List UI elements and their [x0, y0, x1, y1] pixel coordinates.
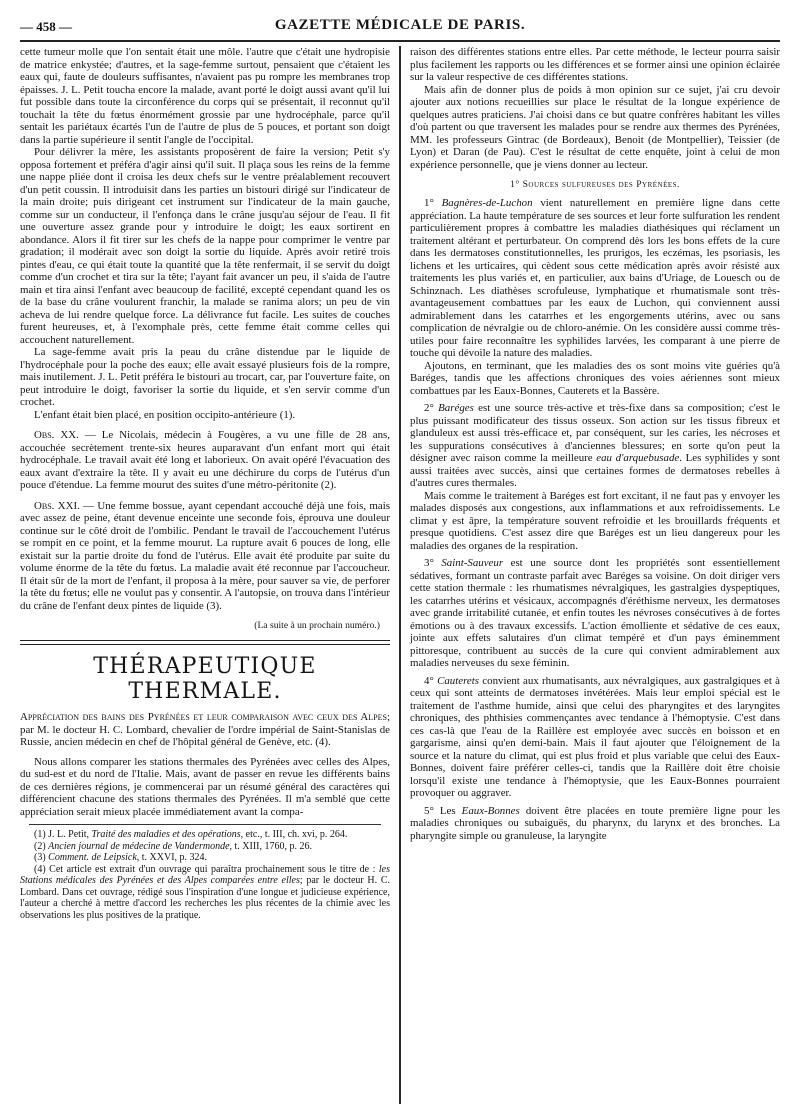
paragraph: cette tumeur molle que l'on sentait était une môle. l'autre que c'était une hydropisie de matrice enkystée; d'autres, et la sage-femme surtout, pensaient que c'étaient les eaux qui, faute de douleurs suffisantes, n'avaient pas pu rompre les membranes trop épaisses. J. L. Petit toucha encore la malade, avant porté le doigt aussi avant qu'il lui fut possible dans toute la circonférence du corps qui se présentait, il reconnut qu'il touchait la tête du fœtus énormément grossie par une hydrocéphale, parce qu'il sentait les pariétaux écartés l'un de l'autre de plus de 5 pouces, et portant son doigt dans la partie supérieure il sentit l'angle de l'occipital.	[20, 46, 390, 146]
running-title: GAZETTE MÉDICALE DE PARIS.	[274, 17, 526, 33]
paragraph: Mais comme le traitement à Baréges est fort excitant, il ne faut pas y envoyer les malades disposés aux congestions, aux inflammations et aux refroidissements. Le climat y est âpre, la température souvent refroidie et les brouillards fréquents et presque quotidiens. C'est assez dire que Baréges est un lieu dangereux pour les maladies des organes de la respiration.	[410, 489, 780, 552]
observation-text: — Une femme bossue, ayant cependant accouché déjà une fois, mais avec assez de peine, étant devenue enceinte une seconde fois, éprouva une douleur continue sur le côté droit de l'ombilic. Pendant le travail de l'accouchement l'utérus se rompit en ce point, et la femme mourut. La rupture avait 6 pouces de long, elle existait sur la partie droite du fond de l'utérus. Elle avait été produite par suite du volume énorme de la tête du fœtus. La maladie avait été reconnue par l'accoucheur. Il était sûr de la mort de l'enfant, il proposa à la mère, pour sauver sa vie, de perforer la tête du fœtus; elle ne voulut pas y consentir. A l'autopsie, on trouva dans l'intérieur du crâne de l'enfant deux pintes de liquide (3).	[20, 499, 390, 612]
observation-text: — Le Nicolais, médecin à Fougères, a vu une fille de 28 ans, accouchée secrètement trente-six heures auparavant d'un enfant mort qui était hydrocéphale. Le travail avait été long et laborieux. On avait opéré l'évacuation des eaux avant d'extraire la tête. Il y avait eu une déchirure du corps de l'utérus d'un pouce d'étendue. La femme mourut des suites d'une métro-péritonite (2).	[20, 429, 390, 491]
entry-saint-sauveur: 3° Saint-Sauveur est une source dont les propriétés sont essentiellement sédatives, formant un contraste parfait avec Baréges sa voisine. On doit diriger vers cette station thermale : les rhumatismes névralgiques, les gastralgies dyspeptiques, les catarrhes utérins et vésicaux, accompagnés d'éréthisme nerveux, les dermatoses avec grande irritabilité cutanée, et enfin toutes les névroses consécutives à de fortes émotions ou à des travaux excessifs. L'action émolliente et sédative de ces eaux, jointe aux effets salutaires d'un climat tempéré et d'un pays éminemment pittoresque, contribuent au succès de la cure qui convient admirablement aux maladies nerveuses du sexe féminin.	[410, 557, 780, 669]
continuation-note: (La suite à un prochain numéro.)	[254, 620, 380, 631]
subsection-heading: 1° Sources sulfureuses des Pyrénées.	[510, 179, 680, 190]
subtitle-caps: Appréciation des bains des Pyrénées et leur comparaison avec ceux des Alpes;	[20, 711, 390, 723]
section-divider	[20, 640, 390, 645]
footnote-divider	[29, 824, 381, 825]
observation-label: Obs. XXI.	[34, 499, 80, 512]
paragraph: raison des différentes stations entre elles. Par cette méthode, le lecteur pourra saisir plus facilement les rapports ou les différences et se former ainsi une opinion éclairée sur la valeur respective de ces différentes stations.	[410, 46, 780, 83]
paragraph: L'enfant était bien placé, en position occipito-antérieure (1).	[34, 408, 296, 421]
entry-bareges: 2° Baréges est une source très-active et très-fixe dans sa composition; c'est le plus puissant modificateur des tissus osseux. Son action sur les tissus fibreux et glanduleux est aussi très-efficace et, par conséquent, sur les caries, les nécroses et les suppurations consécutives à d'anciennes blessures; en sorte qu'on peut la désigner avec raison comme la meilleure eau d'arquebusade. Les syphilides y sont aussi traitées avec succès, ainsi que certaines formes de dermatoses rebelles à d'autres cures thermales.	[410, 402, 780, 489]
page-header	[20, 14, 780, 42]
page-number: — 458 —	[20, 19, 72, 34]
footnotes	[20, 829, 390, 921]
section-title: THÉRAPEUTIQUE THERMALE.	[93, 654, 317, 704]
paragraph: La sage-femme avait pris la peau du crâne distendue par le liquide de l'hydrocéphale pour la poche des eaux; elle avait essayé plusieurs fois de la rompre, mais inutilement. J. L. Petit préféra le bistouri au trocart, car, par l'ouverture faite, on peut introduire le doigt, favoriser la sortie du liquide, et s'en servir comme d'un crochet.	[20, 346, 390, 408]
footnote: (2) Ancien journal de médecine de Vandermonde, t. XIII, 1760, p. 26.	[34, 840, 313, 852]
paragraph: Mais afin de donner plus de poids à mon opinion sur ce sujet, j'ai cru devoir ajouter aux notions recueillies sur place le résultat de la longue expérience de quelques autres praticiens. J'ai choisi dans ce but quatre confrères habitant les villes d'où partent ou que traversent les malades pour se rendre aux thermes des Pyrénées, MM. les professeurs Gintrac (de Bordeaux), Benoit (de Montpellier), Teissier (de Lyon) et Daran (de Pau). C'est le résultat de cette enquête, joint à celui de mon expérience personnelle, que je viens donner au lecteur.	[410, 83, 780, 171]
right-column	[401, 46, 780, 1104]
footnote: (4) Cet article est extrait d'un ouvrage qui paraîtra prochainement sous le titre de : les Stations médicales des Pyrénées et des Alpes comparées entre elles; par le docteur H. C. Lombard. Dans cet ouvrage, rédigé sous l'inspiration d'une longue et judicieuse expérience, l'auteur a cherché à mettre d'accord les recherches les plus récentes de la chimie avec les observations les plus positives de la pratique.	[20, 863, 391, 921]
footnote: (3) Comment. de Leipsick, t. XXVI, p. 324.	[34, 852, 208, 863]
observation-xx	[20, 429, 390, 492]
observation-label: Obs. XX.	[34, 429, 79, 441]
paragraph: Nous allons comparer les stations thermales des Pyrénées avec celles des Alpes, du sud-est et du nord de l'Italie. Mais, avant de passer en revue les différents bains de ces dernières régions, je commencerai par un résumé général des caractères qui différencient chacune des stations thermales des Pyrénées. Il m'a semblé que cette appréciation serait mieux placée immédiatement avant la compa-	[20, 755, 390, 818]
paragraph: Ajoutons, en terminant, que les maladies des os sont moins vite guéries qu'à Baréges, tandis que les affections chroniques des voies aériennes sont mieux combattues par les Eaux-Bonnes, Cauterets et la Bassère.	[410, 359, 780, 397]
observation-xxi	[20, 500, 390, 613]
entry-cauterets: 4° Cauterets convient aux rhumatisants, aux névralgiques, aux gastralgiques et à ceux qui sont atteints de dermatoses invétérées. Mais leur emploi spécial est le traitement de l'asthme humide, ainsi que celui des pharyngites et des laryngites chroniques, des phthisies commençantes avec tendance à l'hémoptysie. C'est dans ces cas-là que l'eau de la Raillère est employée avec succès en boisson et en gargarisme, ainsi qu'en demi-bain. Mais il faut ajouter que l'éloignement de la source et la nature du climat, qui est plus froid et plus variable que celui des Eaux-Bonnes, doivent faire préférer celles-ci, tandis que la Raillère doit être choisie lorsqu'il existe une tendance à l'hémoptysie, que les Eaux-Bonnes pourraient provoquer ou aggraver.	[410, 674, 780, 799]
article-subtitle	[20, 711, 390, 749]
left-column	[20, 46, 399, 1104]
subtitle-author: par M. le docteur H. C. Lombard, chevalier de l'ordre impérial de Saint-Stanislas de Russie, ancien médecin en chef de l'hôpital général de Genève, etc. (4).	[20, 723, 390, 748]
two-column-body	[20, 46, 780, 1104]
entry-luchon: 1° Bagnères-de-Luchon vient naturellement en première ligne dans cette appréciation. La haute température de ses sources et leur forte sulfuration les rendent particulièrement propres à combattre les maladies diathésiques qui réclament un traitement altérant et perturbateur. On comprend dès lors les bons effets de la cure dans les dermatoses constitutionnelles, les prurigos, les eczémas, les psoriasis, les lichens et les urticaires, qui cèdent sous cette médication après avoir résisté aux traitements les plus variés et, en particulier, aux bains d'Uriage, de Louesch ou de Schinznach. Les diathèses scrofuleuse, lymphatique et rhumatismale sont très-avantageusement combattues par les eaux de Luchon, qui conviennent aussi admirablement dans les catarrhes et les engorgements utérins, avec ou sans complication de névralgie ou de chloro-anémie. On les considère aussi comme très-utiles pour faire reconnaître les syphilides larvées, les comparant à une pierre de touche qui dévoile la nature des maladies.	[410, 197, 780, 359]
entry-eaux-bonnes: 5° Les Eaux-Bonnes doivent être placées en toute première ligne pour les maladies chroniques ou subaiguës, du pharynx, du larynx et des bronches. La pharyngite simple ou granuleuse, la laryngite	[410, 804, 780, 842]
footnote: (1) J. L. Petit, Traité des maladies et des opérations, etc., t. III, ch. xvi, p. 264.	[34, 829, 348, 840]
paragraph: Pour délivrer la mère, les assistants proposèrent de faire la version; Petit s'y opposa fortement et préféra d'agir ainsi qu'il suit. Il plaça sous les reins de la femme une nappe pliée dont il croisa les deux chefs sur le ventre préalablement recouvert d'un petit coussin. Il introduisit dans les parties un bistouri dirigé sur l'indicateur de la main droite; puis dirigeant cet instrument sur l'indicateur de la main gauche, comme sur un conducteur, il l'enfonça dans le crâne jusqu'au séjour de l'eau. Il fit une ouverture assez grande pour y introduire le doigt; les eaux sortirent en abondance. Alors il fit tirer sur les chefs de la nappe pour comprimer le ventre par gradation; il modérait avec son doigt la sortie du liquide. Après avoir retiré trois pintes d'eau, ce qui était toute la quantité que la tête renfermait, il se servit du doigt comme d'un crochet et tira sur la tête; l'ayant fait avancer un peu, il s'aida de l'autre main et tira ainsi l'enfant avec beaucoup de facilité, excepté cependant quand les os de la base du crâne voulurent franchir, la malade se ranima alors; un peu de vin acheva de lui rendre quelque force. La délivrance fut facile. Les suites de couches furent heureuses, et, à l'exomphale près, cette femme était comme celles qui accouchent naturellement.	[20, 146, 390, 346]
